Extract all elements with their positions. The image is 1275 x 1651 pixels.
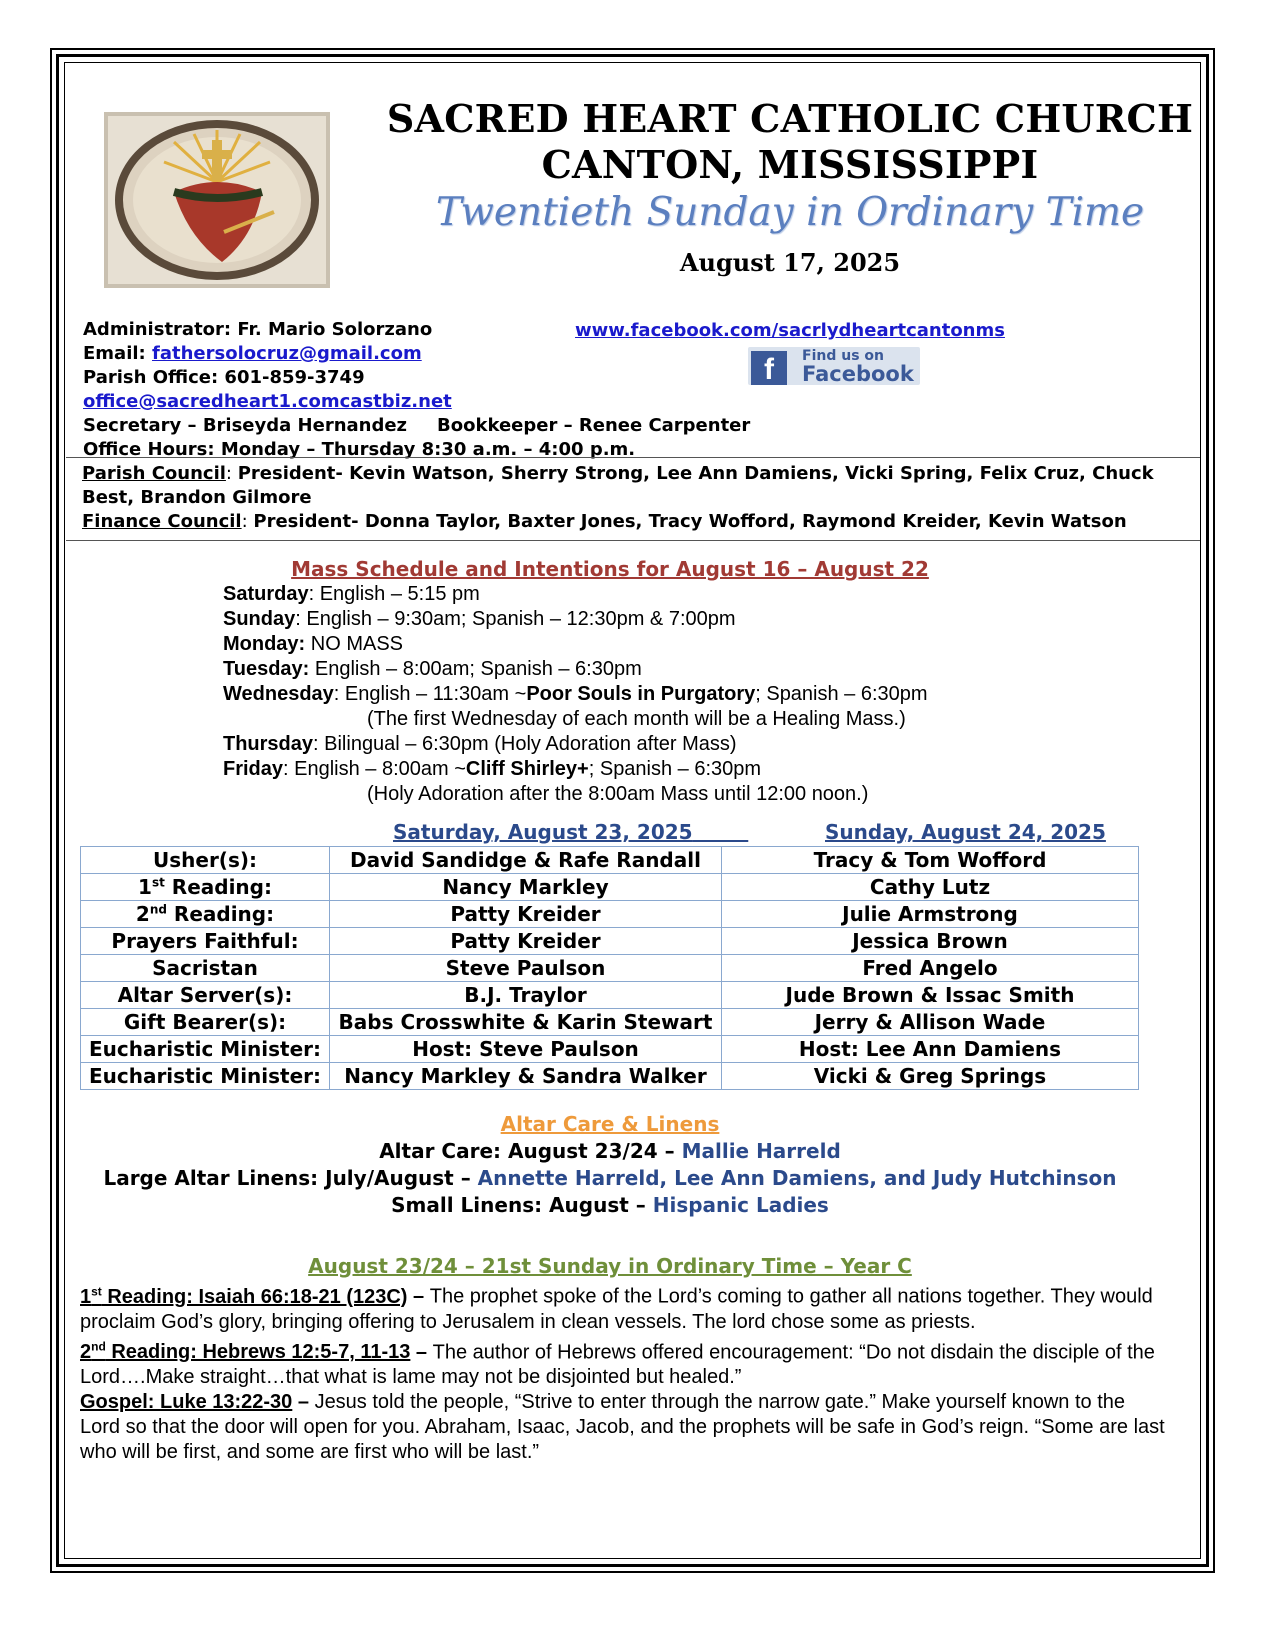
readings-section <box>80 1279 1170 1465</box>
saturday-cell: Babs Crosswhite & Karin Stewart <box>330 1009 722 1036</box>
role-cell: Sacristan <box>81 955 330 982</box>
role-cell: Gift Bearer(s): <box>81 1009 330 1036</box>
office-email-link[interactable]: office@sacredheart1.comcastbiz.net <box>83 391 452 412</box>
parish-council: Parish Council: President- Kevin Watson, Sherry Strong, Lee Ann Damiens, Vicki Spring, Felix Cruz, Chuck Best, Brandon Gilmore <box>82 463 1154 508</box>
secretary: Secretary – Briseyda Hernandez <box>83 415 408 436</box>
sacred-heart-image <box>104 112 330 288</box>
sunday-cell: Fred Angelo <box>722 955 1139 982</box>
role-cell: Eucharistic Minister: <box>81 1063 330 1090</box>
table-row <box>81 874 1139 901</box>
role-cell: 2nd Reading: <box>81 901 330 928</box>
saturday-cell: Host: Steve Paulson <box>330 1036 722 1063</box>
liturgical-title: Twentieth Sunday in Ordinary Time <box>435 190 1145 235</box>
small-linens-row: Small Linens: August – Hispanic Ladies <box>391 1193 829 1217</box>
administrator: Administrator: Fr. Mario Solorzano <box>83 319 433 340</box>
saturday-cell: Patty Kreider <box>330 928 722 955</box>
sunday-cell: Jude Brown & Issac Smith <box>722 982 1139 1009</box>
saturday-cell: Nancy Markley & Sandra Walker <box>330 1063 722 1090</box>
table-row <box>81 901 1139 928</box>
email-link[interactable]: fathersolocruz@gmail.com <box>152 343 422 364</box>
sunday-cell: Julie Armstrong <box>722 901 1139 928</box>
saturday-cell: Nancy Markley <box>330 874 722 901</box>
second-reading-text: The author of Hebrews offered encouragement: “Do not disdain the disciple of the Lord….Make straight…that what is lame may not be disjointed but healed.” <box>80 1341 1155 1389</box>
email-label: Email: <box>83 343 153 364</box>
role-cell: Altar Server(s): <box>81 982 330 1009</box>
office-hours: Office Hours: Monday – Thursday 8:30 a.m. – 4:00 p.m. <box>83 439 636 460</box>
role-cell: Prayers Faithful: <box>81 928 330 955</box>
altar-care-row: Altar Care: August 23/24 – Mallie Harreld <box>379 1139 841 1163</box>
table-row <box>81 1063 1139 1090</box>
gospel-text: Jesus told the people, “Strive to enter through the narrow gate.” Make yourself known to the Lord so that the door will open for you. Abraham, Isaac, Jacob, and the prophets will be safe in God’s reign. “Some are last who will be first, and some are first who will be last.” <box>80 1391 1165 1464</box>
altar-care-section <box>70 1138 1150 1219</box>
sunday-cell: Tracy & Tom Wofford <box>722 847 1139 874</box>
office-phone: Parish Office: 601-859-3749 <box>83 367 365 388</box>
table-row <box>81 955 1139 982</box>
gospel-label: Gospel: Luke 13:22-30 <box>80 1391 293 1414</box>
mass-sunday: Sunday: English – 9:30am; Spanish – 12:30pm & 7:00pm <box>223 608 736 630</box>
sunday-column-heading: Sunday, August 24, 2025 <box>825 820 1106 844</box>
facebook-badge-line2: Facebook <box>802 362 914 386</box>
facebook-badge[interactable] <box>748 347 920 385</box>
first-reading: 1st Reading: Isaiah 66:18-21 (123C) – The prophet spoke of the Lord’s coming to gather all nations together. They would proclaim God’s glory, bringing offering to Jerusalem in clean vessels. The lord chose some as priests. <box>80 1284 1153 1333</box>
mass-schedule <box>223 582 928 807</box>
bookkeeper: Bookkeeper – Renee Carpenter <box>437 415 751 436</box>
sunday-cell: Host: Lee Ann Damiens <box>722 1036 1139 1063</box>
table-row <box>81 1036 1139 1063</box>
staff-row <box>83 414 750 438</box>
sunday-cell: Vicki & Greg Springs <box>722 1063 1139 1090</box>
church-name: SACRED HEART CATHOLIC CHURCH <box>386 96 1194 141</box>
mass-tuesday: Tuesday: English – 8:00am; Spanish – 6:30pm <box>223 658 642 680</box>
saturday-cell: Patty Kreider <box>330 901 722 928</box>
role-cell: 1st Reading: <box>81 874 330 901</box>
mass-friday-note: (Holy Adoration after the 8:00am Mass until 12:00 noon.) <box>367 783 869 805</box>
table-row <box>81 1009 1139 1036</box>
facebook-badge-line1: Find us on <box>802 348 884 364</box>
parish-council-members: President- Kevin Watson, Sherry Strong, Lee Ann Damiens, Vicki Spring, Felix Cruz, Chuck Best, Brandon Gilmore <box>82 463 1154 508</box>
mass-wednesday-note: (The first Wednesday of each month will be a Healing Mass.) <box>367 708 906 730</box>
finance-council-members: President- Donna Taylor, Baxter Jones, Tracy Wofford, Raymond Kreider, Kevin Watson <box>253 511 1127 532</box>
divider-bottom <box>66 540 1200 541</box>
councils-section <box>82 462 1172 534</box>
sunday-cell: Jerry & Allison Wade <box>722 1009 1139 1036</box>
gospel: Gospel: Luke 13:22-30 – Jesus told the people, “Strive to enter through the narrow gate.” Make yourself known to the Lord so that the door will open for you. Abraham, Isaac, Jacob, and the prophets will be safe in God’s reign. “Some are last who will be first, and some are first who will be last.” <box>80 1391 1165 1464</box>
mass-friday: Friday: English – 8:00am ~Cliff Shirley+; Spanish – 6:30pm <box>223 758 762 780</box>
role-cell: Usher(s): <box>81 847 330 874</box>
second-reading-label: 2nd Reading: Hebrews 12:5-7, 11-13 <box>80 1339 411 1364</box>
parish-council-label: Parish Council <box>82 463 226 484</box>
first-reading-label: 1st Reading: Isaiah 66:18-21 (123C) <box>80 1284 408 1308</box>
first-reading-text: The prophet spoke of the Lord’s coming to gather all nations together. They would proclaim God’s glory, bringing offering to Jerusalem in clean vessels. The lord chose some as priests. <box>80 1285 1153 1333</box>
second-reading: 2nd Reading: Hebrews 12:5-7, 11-13 – The author of Hebrews offered encouragement: “Do not disdain the disciple of the Lord….Make straight…that what is lame may not be disjointed but healed.” <box>80 1339 1155 1389</box>
saturday-cell: B.J. Traylor <box>330 982 722 1009</box>
church-location: CANTON, MISSISSIPPI <box>541 142 1039 187</box>
table-row <box>81 847 1139 874</box>
readings-heading: August 23/24 – 21st Sunday in Ordinary Time – Year C <box>308 1254 912 1278</box>
facebook-icon: f <box>751 351 787 385</box>
sunday-cell: Cathy Lutz <box>722 874 1139 901</box>
large-linens-row: Large Altar Linens: July/August – Annette Harreld, Lee Ann Damiens, and Judy Hutchinson <box>103 1166 1117 1190</box>
finance-council-label: Finance Council <box>82 511 242 532</box>
mass-thursday: Thursday: Bilingual – 6:30pm (Holy Adoration after Mass) <box>223 733 737 755</box>
email-row <box>83 342 750 366</box>
table-row <box>81 982 1139 1009</box>
mass-saturday: Saturday: English – 5:15 pm <box>223 583 480 605</box>
office-email-row <box>83 390 750 414</box>
saturday-column-heading: Saturday, August 23, 2025 <box>393 820 693 844</box>
role-cell: Eucharistic Minister: <box>81 1036 330 1063</box>
sunday-cell: Jessica Brown <box>722 928 1139 955</box>
table-row <box>81 928 1139 955</box>
mass-monday: Monday: NO MASS <box>223 633 404 655</box>
divider-top <box>66 457 1200 458</box>
facebook-row <box>575 320 1005 341</box>
saturday-cell: Steve Paulson <box>330 955 722 982</box>
mass-schedule-heading: Mass Schedule and Intentions for August 16 – August 22 <box>291 557 929 581</box>
saturday-cell: David Sandidge & Rafe Randall <box>330 847 722 874</box>
finance-council: Finance Council: President- Donna Taylor, Baxter Jones, Tracy Wofford, Raymond Kreider, Kevin Watson <box>82 511 1127 532</box>
mass-wednesday: Wednesday: English – 11:30am ~Poor Souls in Purgatory; Spanish – 6:30pm <box>223 683 928 705</box>
bulletin-date: August 17, 2025 <box>679 248 901 277</box>
ministry-schedule-table <box>80 846 1139 1090</box>
altar-care-heading: Altar Care & Linens <box>500 1112 720 1136</box>
facebook-link[interactable]: www.facebook.com/sacrlydheartcantonms <box>575 320 1005 341</box>
